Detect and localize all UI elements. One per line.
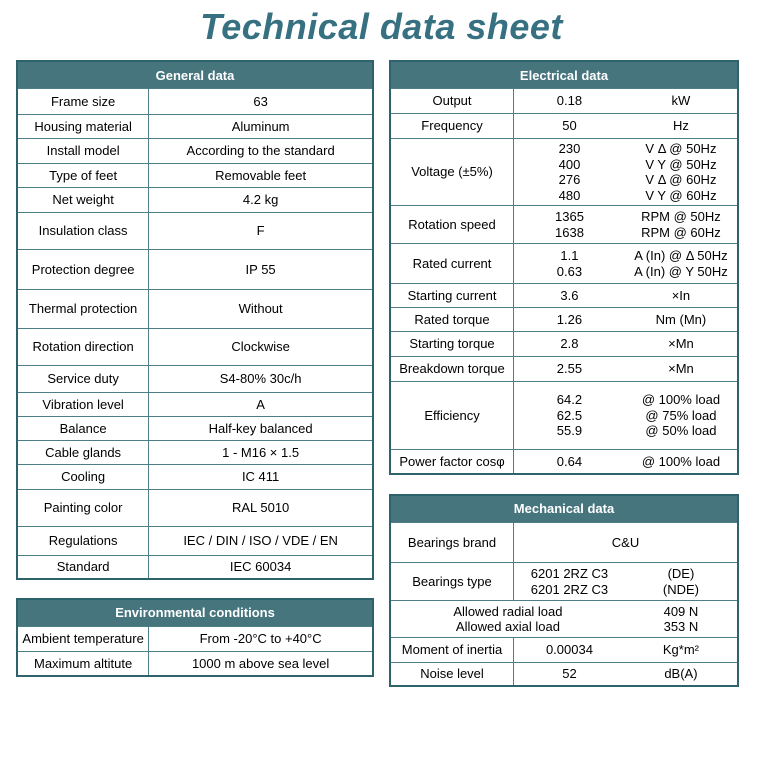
row-label: Standard (17, 556, 149, 579)
row-value: 52 (514, 663, 625, 686)
row-unit: @ 100% load (625, 450, 738, 474)
row-value: Clockwise (149, 329, 373, 366)
row-value (514, 139, 625, 206)
row-label: Starting torque (390, 332, 514, 357)
row-label: Breakdown torque (390, 357, 514, 382)
value-line: 1638 (555, 224, 584, 240)
row-label: Moment of inertia (390, 638, 514, 663)
table-row (17, 188, 373, 213)
table-row (17, 393, 373, 417)
row-label: Vibration level (17, 393, 149, 417)
row-value (514, 206, 625, 244)
label-line: Allowed axial load (455, 619, 560, 634)
electrical-data-header: Electrical data (390, 61, 738, 89)
row-value: 50 (514, 114, 625, 139)
table-row (390, 139, 738, 206)
row-value: Without (149, 290, 373, 329)
unit-line: RPM @ 50Hz (641, 209, 721, 224)
unit-line: @ 75% load (645, 407, 717, 423)
row-label: Painting color (17, 490, 149, 527)
row-value: 2.8 (514, 332, 625, 357)
value-line: 6201 2RZ C3 (530, 566, 609, 581)
table-row (390, 450, 738, 474)
table-row (390, 563, 738, 601)
row-label: Cable glands (17, 441, 149, 465)
row-label: Bearings type (390, 563, 514, 601)
unit-line: A (In) @ Δ 50Hz (634, 248, 728, 263)
row-label: Maximum altitute (17, 651, 149, 676)
table-row (390, 357, 738, 382)
row-unit (625, 563, 738, 601)
row-label: Install model (17, 139, 149, 164)
row-unit: ×Mn (625, 357, 738, 382)
general-data-header: General data (17, 61, 373, 89)
table-row (17, 490, 373, 527)
left-column (16, 60, 374, 677)
row-label: Protection degree (17, 250, 149, 290)
table-row (390, 89, 738, 114)
row-unit: Hz (625, 114, 738, 139)
environmental-conditions-header: Environmental conditions (17, 599, 373, 627)
row-value: RAL 5010 (149, 490, 373, 527)
table-row (390, 663, 738, 686)
row-value: IP 55 (149, 250, 373, 290)
row-label: Insulation class (17, 213, 149, 250)
row-label: Rated current (390, 244, 514, 284)
table-row (390, 382, 738, 450)
label-line: Allowed radial load (453, 603, 563, 619)
value-line: 1365 (555, 209, 584, 224)
unit-line: 353 N (663, 619, 699, 634)
row-unit (625, 601, 738, 638)
row-unit: Nm (Mn) (625, 308, 738, 332)
table-row (390, 638, 738, 663)
unit-line: A (In) @ Y 50Hz (634, 263, 728, 279)
row-label: Efficiency (390, 382, 514, 450)
table-row (17, 441, 373, 465)
row-label (390, 601, 625, 638)
row-unit: Kg*m² (625, 638, 738, 663)
table-row (390, 332, 738, 357)
table-row (17, 139, 373, 164)
row-value: 0.64 (514, 450, 625, 474)
table-row (17, 89, 373, 115)
table-row (390, 244, 738, 284)
row-label: Starting current (390, 284, 514, 308)
row-unit: dB(A) (625, 663, 738, 686)
row-unit (625, 382, 738, 450)
row-value: A (149, 393, 373, 417)
row-label: Net weight (17, 188, 149, 213)
value-line: 230 (558, 141, 581, 156)
mechanical-data-table (389, 494, 739, 687)
electrical-data-table (389, 60, 739, 475)
row-value (514, 382, 625, 450)
table-row (17, 366, 373, 393)
table-row (390, 523, 738, 563)
unit-line: (NDE) (662, 581, 699, 597)
row-value: 1.26 (514, 308, 625, 332)
unit-line: RPM @ 60Hz (641, 224, 721, 240)
row-value: Removable feet (149, 164, 373, 188)
table-row (390, 284, 738, 308)
row-label: Thermal protection (17, 290, 149, 329)
row-value: 0.18 (514, 89, 625, 114)
value-line: 400 (558, 156, 581, 172)
value-line: 480 (558, 187, 581, 203)
row-value: According to the standard (149, 139, 373, 164)
row-value: 3.6 (514, 284, 625, 308)
row-label: Voltage (±5%) (390, 139, 514, 206)
table-row (17, 465, 373, 490)
row-value: C&U (514, 523, 738, 563)
row-value: IC 411 (149, 465, 373, 490)
value-line: 62.5 (556, 407, 583, 423)
row-label: Bearings brand (390, 523, 514, 563)
row-label: Noise level (390, 663, 514, 686)
table-row (390, 114, 738, 139)
table-row (17, 329, 373, 366)
row-value: From -20°C to +40°C (149, 626, 373, 651)
row-value: 1 - M16 × 1.5 (149, 441, 373, 465)
row-value: IEC 60034 (149, 556, 373, 579)
row-value (514, 563, 625, 601)
unit-line: 409 N (663, 603, 699, 619)
table-row (17, 417, 373, 441)
value-line: 55.9 (556, 423, 583, 439)
row-value: 2.55 (514, 357, 625, 382)
row-value: S4-80% 30c/h (149, 366, 373, 393)
row-value: Aluminum (149, 115, 373, 139)
table-row (390, 601, 738, 638)
row-unit (625, 244, 738, 284)
value-line: 64.2 (556, 392, 583, 408)
value-line: 276 (558, 172, 581, 187)
unit-line: @ 50% load (645, 423, 717, 439)
mechanical-data-header: Mechanical data (390, 495, 738, 523)
row-label: Ambient temperature (17, 626, 149, 651)
value-line: 6201 2RZ C3 (530, 581, 609, 597)
table-row (390, 206, 738, 244)
page (0, 6, 763, 687)
table-row (17, 164, 373, 188)
unit-line: (DE) (667, 566, 695, 581)
row-unit (625, 139, 738, 206)
row-unit: kW (625, 89, 738, 114)
table-row (390, 308, 738, 332)
row-label: Frequency (390, 114, 514, 139)
table-row (17, 213, 373, 250)
unit-line: V Δ @ 50Hz (645, 141, 717, 156)
row-label: Service duty (17, 366, 149, 393)
unit-line: V Δ @ 60Hz (645, 172, 717, 187)
right-column (389, 60, 739, 687)
environmental-conditions-table (16, 598, 374, 678)
row-value: 63 (149, 89, 373, 115)
row-value: IEC / DIN / ISO / VDE / EN (149, 527, 373, 556)
row-value: F (149, 213, 373, 250)
row-label: Regulations (17, 527, 149, 556)
unit-line: V Y @ 50Hz (645, 156, 717, 172)
table-row (17, 250, 373, 290)
row-label: Rotation speed (390, 206, 514, 244)
unit-line: V Y @ 60Hz (645, 187, 717, 203)
row-value: 4.2 kg (149, 188, 373, 213)
general-data-table (16, 60, 374, 580)
row-label: Balance (17, 417, 149, 441)
row-value: 1000 m above sea level (149, 651, 373, 676)
row-label: Rotation direction (17, 329, 149, 366)
row-unit: ×Mn (625, 332, 738, 357)
row-value (514, 244, 625, 284)
table-row (17, 115, 373, 139)
row-label: Type of feet (17, 164, 149, 188)
row-label: Rated torque (390, 308, 514, 332)
row-label: Output (390, 89, 514, 114)
row-value: 0.00034 (514, 638, 625, 663)
row-unit (625, 206, 738, 244)
row-value: Half-key balanced (149, 417, 373, 441)
value-line: 1.1 (560, 248, 579, 263)
table-row (17, 290, 373, 329)
table-row (17, 626, 373, 651)
unit-line: @ 100% load (641, 392, 721, 408)
value-line: 0.63 (556, 263, 583, 279)
table-row (17, 556, 373, 579)
row-label: Power factor cosφ (390, 450, 514, 474)
row-label: Cooling (17, 465, 149, 490)
page-title: Technical data sheet (200, 6, 563, 47)
row-label: Frame size (17, 89, 149, 115)
row-unit: ×In (625, 284, 738, 308)
table-row (17, 527, 373, 556)
table-row (17, 651, 373, 676)
row-label: Housing material (17, 115, 149, 139)
content-columns (0, 60, 763, 687)
